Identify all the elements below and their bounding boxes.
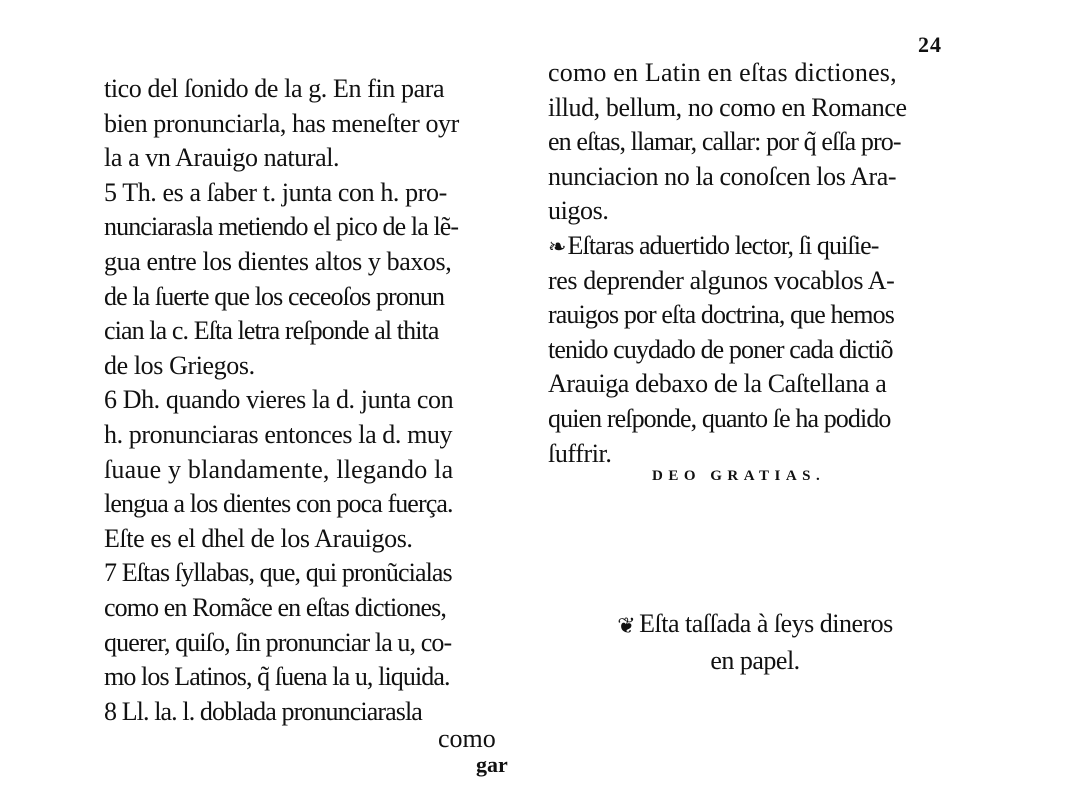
- colophon: [590, 606, 920, 679]
- text-line: 7 Eſtas ſyllabas, que, qui pronũcialas: [104, 558, 452, 588]
- text-line: la a vn Arauigo natural.: [104, 143, 340, 173]
- colophon-text: Eſta taſſada à ſeys dineros: [639, 609, 893, 638]
- closing-line: DEO GRATIAS.: [652, 468, 826, 484]
- paragraph-line: [548, 229, 968, 264]
- text-line: de los Griegos.: [104, 350, 255, 380]
- text-line: illud, bellum, no como en Romance: [548, 92, 907, 122]
- right-column: [548, 56, 968, 471]
- text-line: Eſte es el dhel de los Arauigos.: [104, 523, 413, 553]
- text-line: nunciarasla metiendo el pico de la lẽ-: [104, 212, 459, 242]
- text-line: de la ſuerte que los ceceoſos pronun: [104, 281, 445, 311]
- text-line: lengua a los dientes con poca fuerça.: [104, 489, 453, 519]
- paragraph-text: Eſtaras aduertido lector, ſi quiſie-: [567, 230, 879, 260]
- text-line: como en Romãce en eſtas dictiones,: [104, 592, 446, 622]
- text-line: 8 Ll. la. l. doblada pronunciarasla: [104, 696, 422, 726]
- text-line: tico del ſonido de la g. En fin para: [104, 74, 445, 103]
- text-line: res deprender algunos vocablos A-: [548, 265, 895, 295]
- text-line: ſuaue y blandamente, llegando la: [104, 454, 454, 484]
- text-line: bien pronunciarla, has meneſter oyr: [104, 108, 459, 138]
- text-line: mo los Latinos, q̃ ſuena la u, liquida.: [104, 662, 450, 692]
- text-line: 5 Th. es a ſaber t. junta con h. pro-: [104, 177, 447, 207]
- text-line: querer, quiſo, ſin pronunciar la u, co-: [104, 627, 452, 657]
- left-column: [104, 72, 524, 729]
- fleuron-icon: ❧: [548, 233, 566, 259]
- text-line: cian la c. Eſta letra reſponde al thita: [104, 316, 439, 346]
- text-line: como en Latin en eſtas dictiones,: [548, 58, 897, 87]
- text-line: h. pronunciaras entonces la d. muy: [104, 419, 453, 449]
- text-line: rauigos por eſta doctrina, que hemos: [548, 300, 894, 330]
- text-line: Arauiga debaxo de la Caſtellana a: [548, 369, 887, 399]
- text-line: tenido cuydado de poner cada dictiõ: [548, 334, 893, 364]
- text-line: ſuffrir.: [548, 438, 612, 468]
- text-line: 6 Dh. quando vieres la d. junta con: [104, 385, 454, 415]
- text-line: gua entre los dientes altos y baxos,: [104, 246, 452, 276]
- fleuron-icon: ❦: [617, 613, 636, 638]
- text-line: en eſtas, llamar, callar: por q̃ eſſa pro-: [548, 127, 901, 157]
- page-number: 24: [918, 32, 942, 57]
- colophon-line: [590, 606, 920, 643]
- signature-mark: gar: [476, 752, 508, 777]
- text-line: uigos.: [548, 196, 609, 226]
- catchword: como: [438, 724, 496, 753]
- colophon-line: en papel.: [710, 646, 800, 675]
- text-line: quien reſponde, quanto ſe ha podido: [548, 403, 891, 433]
- text-line: nunciacion no la conoſcen los Ara-: [548, 161, 897, 191]
